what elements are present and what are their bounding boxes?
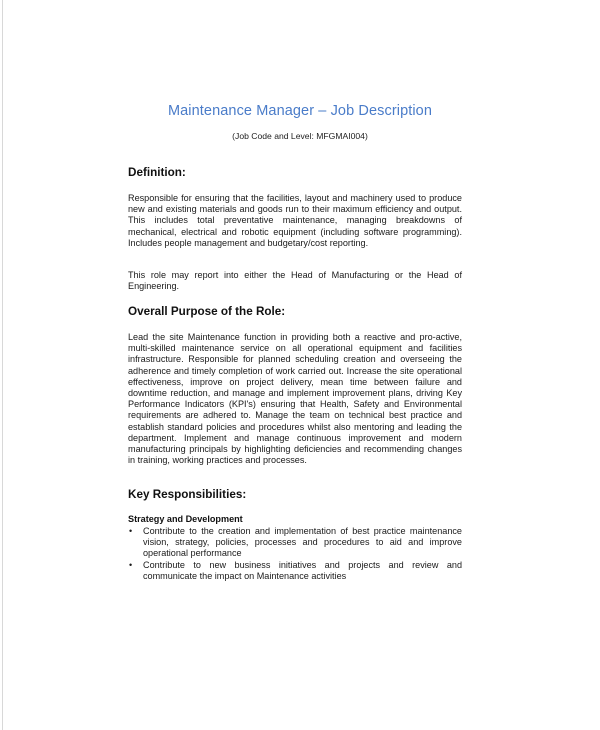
list-item [128,560,462,582]
purpose-heading: Overall Purpose of the Role: [128,305,286,318]
document-title: Maintenance Manager – Job Description [167,103,433,119]
responsibilities-heading: Key Responsibilities: [128,488,247,501]
list-item-text: Contribute to the creation and implementation of best practice maintenance vision, strategy, policies, processes and procedures to aid and improve operational performance [143,526,462,559]
bullet-icon: • [129,560,133,571]
responsibilities-list [128,526,462,583]
purpose-paragraph: Lead the site Maintenance function in providing both a reactive and pro-active, multi-skilled maintenance service on all operational equipment and facilities infrastructure. Responsible for planned scheduling creation and overseeing the adherence and timely completion of work carried out. Increase the site operational effectiveness, improve on project delivery, mean time between failure and downtime reduction, and manage and implement improvement plans, driving Key Performance Indicators (KPI's) ensuring that Health, Safety and Environmental requirements are adhered to. Manage the team on technical best practice and establish standard policies and procedures whilst also mentoring and leading the department. Implement and manage continuous improvement and modern manufacturing principals by highlighting deficiencies and recommending changes in training, working practices and processes. [128,332,462,466]
list-item-text: Contribute to new business initiatives and projects and review and communicate the impact on Maintenance activities [143,560,462,582]
list-item [128,526,462,560]
definition-paragraph-2: This role may report into either the Head of Manufacturing or the Head of Engineering. [128,270,462,292]
definition-heading: Definition: [128,166,186,179]
strategy-subheading: Strategy and Development [128,514,243,524]
job-code: (Job Code and Level: MFGMAI004) [232,131,368,141]
definition-paragraph-1: Responsible for ensuring that the facilities, layout and machinery used to produce new and existing materials and goods run to their maximum efficiency and output. This includes total preventative maintenance, managing breakdowns of mechanical, electrical and robotic equipment (including software programming). Includes people management and budgetary/cost reporting. [128,193,462,248]
bullet-icon: • [129,526,133,536]
